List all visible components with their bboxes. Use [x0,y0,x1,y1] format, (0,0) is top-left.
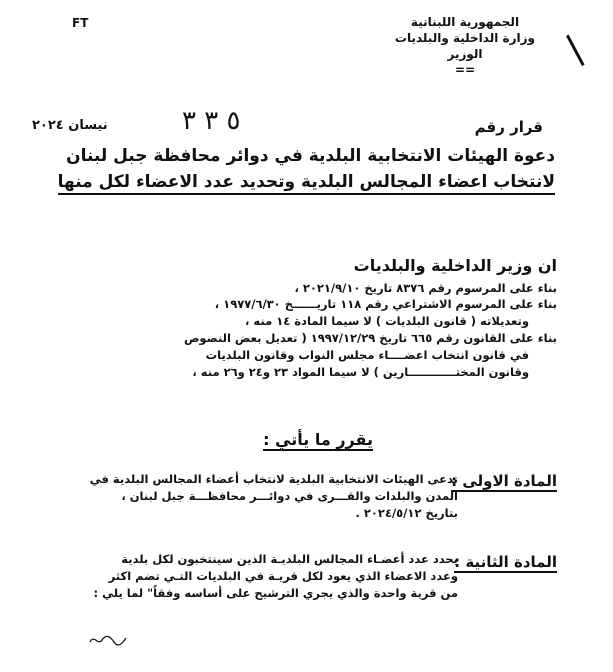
basis-line: بناء على المرسوم رقم ٨٣٧٦ تاريخ ٢٠٢١/٩/١٠ ، [294,281,557,295]
article-2-label: المادة الثانية : [454,553,557,571]
article-1-text [58,471,458,522]
article-1-line: المدن والبلدات والقـــرى في دوائـــر محافظـــة جبل لبنان ، [121,489,458,503]
minister-title: الوزير [447,47,483,61]
basis-line: وقانون المختــــــــــــارين ) لا سيما المواد ٢٣ و٢٤ و٢٦ منه ، [192,365,529,379]
ministry-name: وزارة الداخلية والبلديات [394,31,535,45]
corner-code: FT [72,16,89,30]
article-1-line: تدعى الهيئات الانتخابية البلدية لانتخاب أعضاء المجالس البلدية في [89,472,458,486]
title-line-1: دعوة الهيئات الانتخابية البلدية في دوائر محافظة جبل لبنان [66,146,555,166]
decree-label: قرار رقم [474,118,543,136]
minister-heading: ان وزير الداخلية والبلديات [353,256,557,275]
title-line-2: لانتخاب اعضاء المجالس البلدية وتحديد عدد الاعضاء لكل منها [58,172,555,195]
article-1-line: بتاريخ ٢٠٢٤/٥/١٢ . [355,506,458,520]
republic-name: الجمهورية اللبنانية [410,15,520,29]
header-mark: == [454,63,476,77]
article-2-line: يحدد عدد أعضـاء المجالس البلديـة الذين سينتخبون لكل بلدية [121,552,458,566]
margin-slash-mark [566,35,585,66]
basis-line: وتعديلاته ( قانون البلديات ) لا سيما المادة ١٤ منه ، [245,314,529,328]
article-2-line: وعدد الاعضاء الذي يعود لكل قريـة في البلديات التـي تضم اكثر [108,569,458,583]
handwritten-initials-signature [88,632,128,648]
basis-line: بناء على القانون رقم ٦٦٥ تاريخ ١٩٩٧/١٢/٢٩ ( تعديل بعض النصوص [183,331,557,345]
article-1-label: المادة الاولى : [451,472,557,490]
decides-heading: يقرر ما يأتي : [263,430,373,449]
letterhead [395,14,535,78]
article-2-text [58,551,458,602]
basis-line: في قانون انتخاب اعضــــاء مجلس النواب وقانون البلديات [205,348,529,362]
basis-line: بناء على المرسوم الاشتراعي رقم ١١٨ تاريــــــخ ١٩٧٧/٦/٣٠ ، [214,297,557,311]
article-2-line: من قرية واحدة والذي يجري الترشيح على أساسه وفقاً" لما يلي : [93,586,458,600]
decree-date: نيسان ٢٠٢٤ [32,118,108,133]
decree-number: ٥ ٣ ٣ [182,106,241,136]
